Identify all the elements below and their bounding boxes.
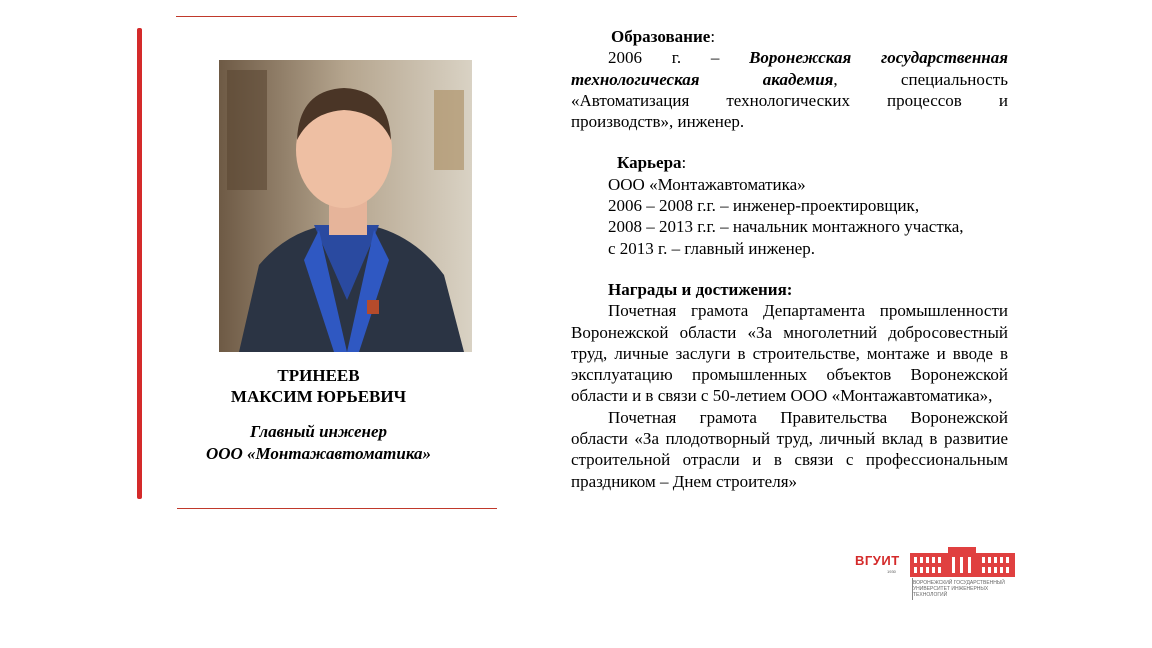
logo-wordmark: ВГУИТ — [855, 553, 900, 568]
top-divider — [176, 16, 517, 17]
career-line: 2006 – 2008 г.г. – инженер-проектировщик, — [608, 196, 920, 216]
bottom-divider — [177, 508, 497, 509]
person-position: Главный инженер — [249, 422, 387, 441]
education-text: 2006 г. – Воронежская государственная технологическая академия, специальность «Автоматизация технологических процессов и производств», инженер. — [571, 48, 1008, 132]
university-logo — [855, 545, 1020, 602]
career-line: ООО «Монтажавтоматика» — [608, 174, 806, 194]
education-heading: Образование: — [611, 27, 716, 46]
accent-vertical-bar — [137, 28, 142, 499]
person-given-names: МАКСИМ ЮРЬЕВИЧ — [230, 387, 407, 406]
career-line: 2008 – 2013 г.г. – начальник монтажного участка, — [608, 217, 964, 237]
logo-year: 1930 — [887, 569, 896, 574]
career-heading: Карьера: — [617, 153, 687, 173]
portrait-photo — [219, 60, 472, 352]
career-line: с 2013 г. – главный инженер. — [608, 238, 816, 258]
award-item: Почетная грамота Департамента промышленности Воронежской области «За многолетний добросовестный труд, личные заслуги в строительстве, монтаже и вводе в эксплуатацию промышленных объектов Воронежской области и в связи с 50-летием ООО «Монтажавтоматика», — [571, 301, 1008, 406]
person-company: ООО «Монтажавтоматика» — [205, 444, 432, 463]
bio-text — [571, 26, 1008, 492]
awards-heading: Награды и достижения: — [608, 279, 793, 299]
person-surname: ТРИНЕЕВ — [277, 366, 360, 385]
building-icon — [910, 547, 1015, 579]
award-item: Почетная грамота Правительства Воронежской области «За плодотворный труд, личный вклад в развитие строительной отрасли и в связи с профессиональным праздником – Днем строителя» — [571, 407, 1008, 491]
logo-caption: ВОРОНЕЖСКИЙ ГОСУДАРСТВЕННЫЙ УНИВЕРСИТЕТ ИНЖЕНЕРНЫХ ТЕХНОЛОГИЙ — [913, 580, 1005, 598]
